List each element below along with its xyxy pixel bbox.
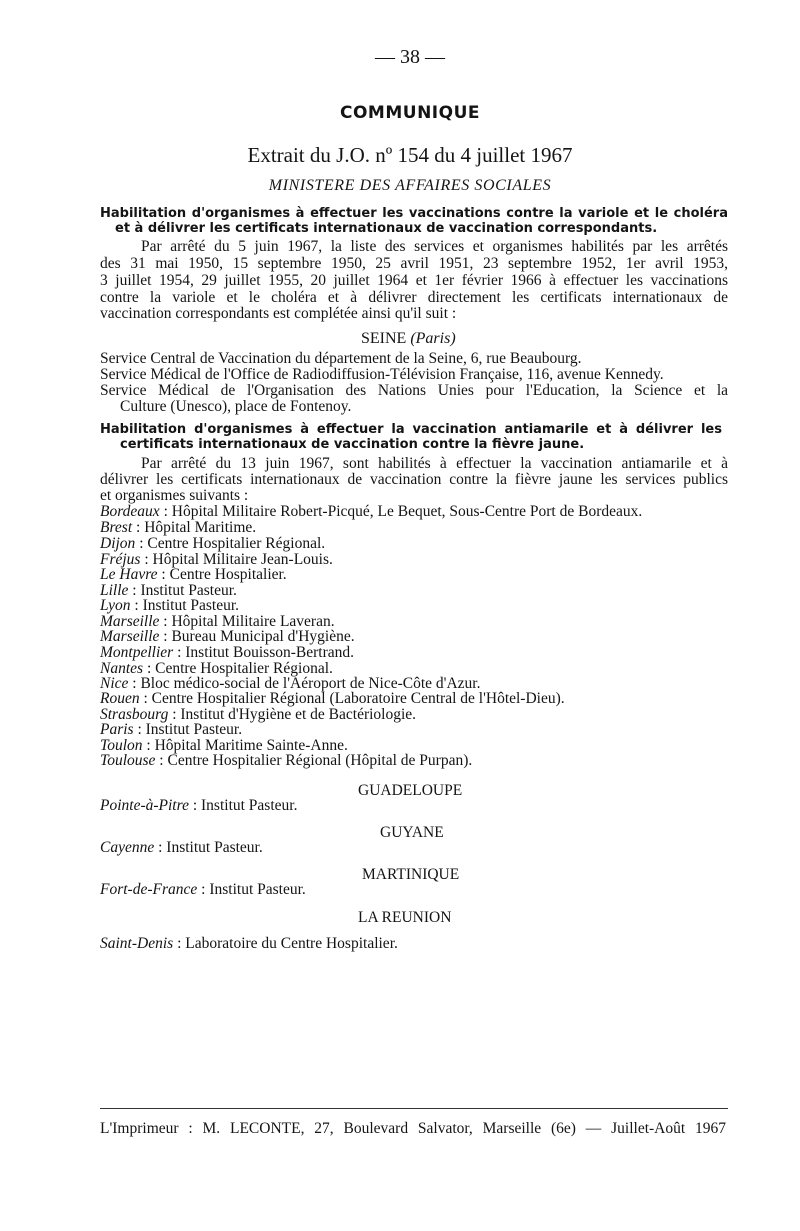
entry-montpellier: Montpellier : Institut Bouisson-Bertrand. — [100, 644, 355, 661]
section2-para-line-2: délivrer les certificats internationaux de vaccination contre la fièvre jaune les services publics — [100, 471, 728, 488]
section1-para-line-4: contre la variole et le choléra et à délivrer directement les certificats internationaux de — [100, 289, 728, 306]
section2-para-line-3: et organismes suivants : — [100, 487, 249, 504]
entry-marseille-1: Marseille : Hôpital Militaire Laveran. — [100, 613, 335, 630]
entry-bordeaux: Bordeaux : Hôpital Militaire Robert-Picqué, Le Bequet, Sous-Centre Port de Bordeaux. — [100, 503, 643, 520]
entry-pointe-a-pitre: Pointe-à-Pitre : Institut Pasteur. — [100, 797, 298, 814]
entry-dijon: Dijon : Centre Hospitalier Régional. — [100, 535, 326, 552]
ministry-name: MINISTERE DES AFFAIRES SOCIALES — [268, 177, 552, 194]
page-heading: COMMUNIQUE — [340, 103, 480, 123]
entry-nice: Nice : Bloc médico-social de l'Aéroport de Nice-Côte d'Azur. — [100, 675, 481, 692]
printer-footer: L'Imprimeur : M. LECONTE, 27, Boulevard Salvator, Marseille (6e) — Juillet-Août 1967 — [100, 1120, 726, 1137]
entry-fort-de-france: Fort-de-France : Institut Pasteur. — [100, 881, 306, 898]
region-guyane: GUYANE — [380, 824, 444, 841]
service-line-4: Culture (Unesco), place de Fontenoy. — [120, 398, 352, 415]
region-guadeloupe: GUADELOUPE — [358, 782, 463, 799]
service-line-3: Service Médical de l'Organisation des Nations Unies pour l'Education, la Science et la — [100, 382, 728, 399]
entry-marseille-2: Marseille : Bureau Municipal d'Hygiène. — [100, 628, 355, 645]
region-seine: SEINE (Paris) — [361, 330, 456, 347]
entry-saint-denis: Saint-Denis : Laboratoire du Centre Hospitalier. — [100, 935, 398, 952]
journal-reference: Extrait du J.O. nº 154 du 4 juillet 1967 — [247, 143, 573, 167]
entry-rouen: Rouen : Centre Hospitalier Régional (Laboratoire Central de l'Hôtel-Dieu). — [100, 690, 565, 707]
section1-title-line-2: et à délivrer les certificats internationaux de vaccination correspondants. — [115, 221, 658, 236]
section1-para-line-2: des 31 mai 1950, 15 septembre 1950, 25 avril 1951, 23 septembre 1952, 1er avril 1953, — [100, 255, 728, 272]
footer-rule — [100, 1108, 728, 1109]
region-martinique: MARTINIQUE — [362, 866, 460, 883]
entry-nantes: Nantes : Centre Hospitalier Régional. — [100, 660, 333, 677]
region-la-reunion: LA REUNION — [358, 909, 452, 926]
service-line-2: Service Médical de l'Office de Radiodiffusion-Télévision Française, 116, avenue Kennedy. — [100, 366, 664, 383]
entry-le-havre: Le Havre : Centre Hospitalier. — [100, 566, 287, 583]
entry-toulon: Toulon : Hôpital Maritime Sainte-Anne. — [100, 737, 348, 754]
entry-cayenne: Cayenne : Institut Pasteur. — [100, 839, 263, 856]
entry-brest: Brest : Hôpital Maritime. — [100, 519, 257, 536]
section2-title-line-2: certificats internationaux de vaccination contre la fièvre jaune. — [120, 437, 585, 452]
entry-paris: Paris : Institut Pasteur. — [100, 721, 243, 738]
section2-title-line-1: Habilitation d'organismes à effectuer la vaccination antiamarile et à délivrer les — [100, 422, 722, 437]
service-line-1: Service Central de Vaccination du département de la Seine, 6, rue Beaubourg. — [100, 350, 582, 367]
section1-para-line-1: Par arrêté du 5 juin 1967, la liste des services et organismes habilités par les arrêtés — [141, 238, 728, 255]
entry-lyon: Lyon : Institut Pasteur. — [100, 597, 240, 614]
page-number: — 38 — — [375, 46, 445, 68]
section2-para-line-1: Par arrêté du 13 juin 1967, sont habilités à effectuer la vaccination antiamarile et à — [141, 455, 728, 472]
entry-lille: Lille : Institut Pasteur. — [100, 582, 237, 599]
section1-para-line-5: vaccination correspondants est complétée ainsi qu'il suit : — [100, 305, 457, 322]
section1-title-line-1: Habilitation d'organismes à effectuer les vaccinations contre la variole et le choléra — [100, 206, 728, 221]
entry-frejus: Fréjus : Hôpital Militaire Jean-Louis. — [100, 551, 333, 568]
entry-strasbourg: Strasbourg : Institut d'Hygiène et de Bactériologie. — [100, 706, 417, 723]
section1-para-line-3: 3 juillet 1954, 29 juillet 1955, 20 juillet 1964 et 1er février 1966 à effectuer les vaccinations — [100, 272, 728, 289]
entry-toulouse: Toulouse : Centre Hospitalier Régional (Hôpital de Purpan). — [100, 752, 473, 769]
